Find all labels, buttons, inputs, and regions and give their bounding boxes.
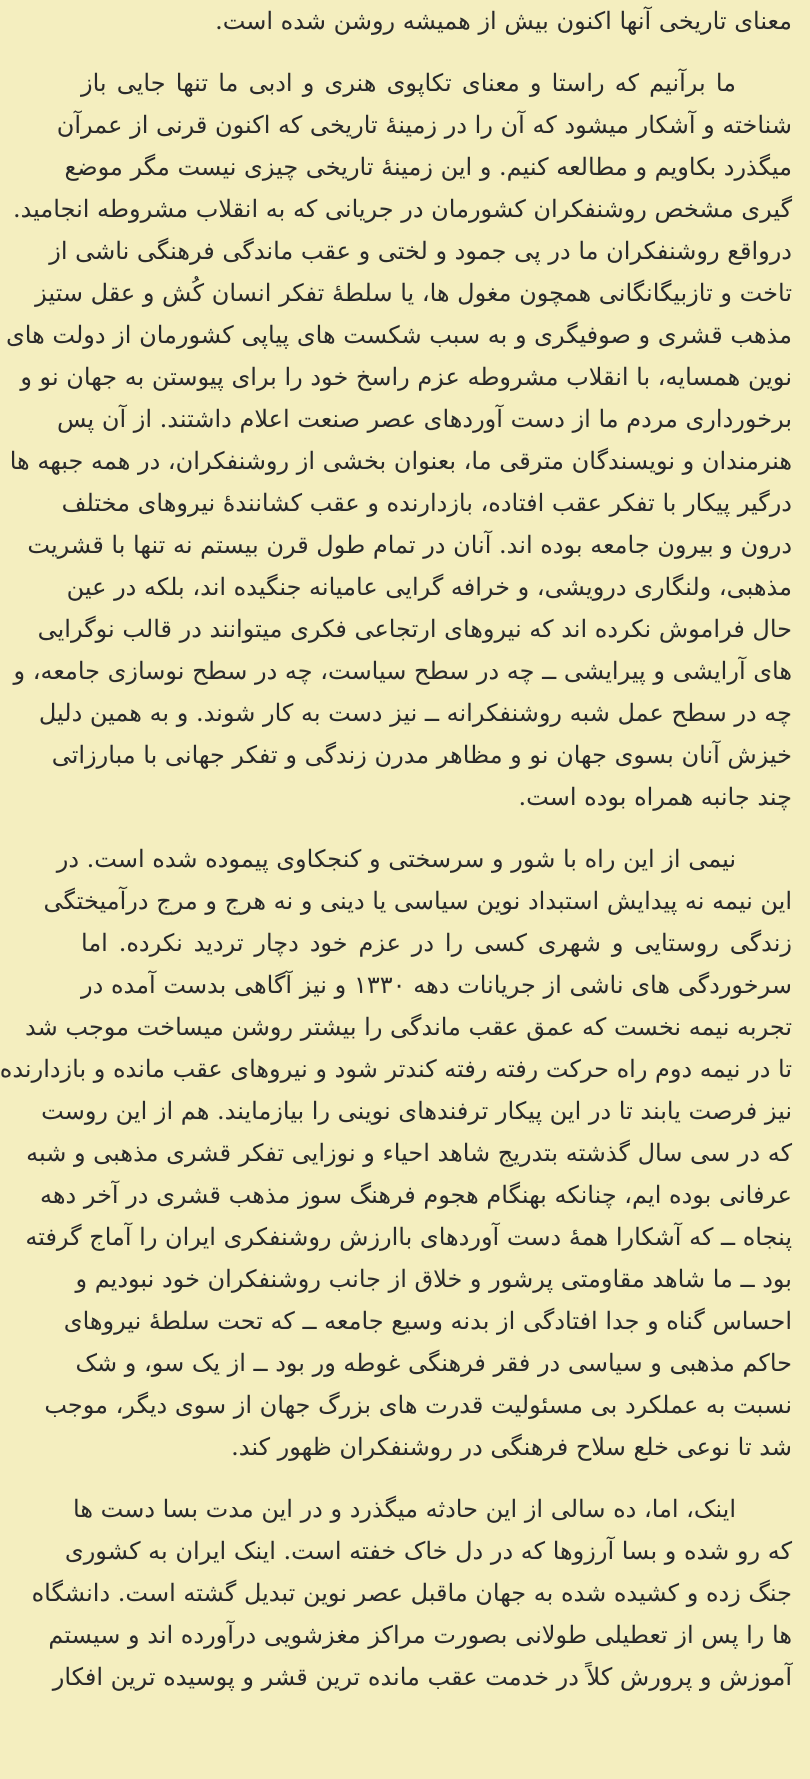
text-line: چه در سطح عمل شبه روشنفکرانه ــ نیز دست به کار شوند. و به همین دلیل — [38, 699, 792, 727]
text-line: پنجاه ــ که آشکارا همهٔ دست آوردهای باارزش روشنفکری ایران را آماج گرفته — [25, 1223, 792, 1251]
text-line: درواقع روشنفکران ما در پی جمود و لختی و عقب ماندگی فرهنگی ناشی از — [49, 237, 792, 265]
text-line: عرفانی بوده ایم، چنانکه بهنگام هجوم فرهنگ سوز مذهب قشری در آخر دهه — [39, 1181, 792, 1209]
text-line: مذهب قشری و صوفیگری و به سبب شکست های پیاپی کشورمان از دولت های — [6, 321, 792, 349]
text-line: معنای تاریخی آنها اکنون بیش از همیشه روشن شده است. — [215, 7, 792, 35]
text-line: ما برآنیم که راستا و معنای تکاپوی هنری و ادبی ما تنها جایی باز — [81, 69, 736, 97]
paragraph — [0, 838, 792, 1468]
text-line: که رو شده و بسا آرزوها که در دل خاک خفته است. اینک ایران به کشوری — [64, 1537, 792, 1565]
text-line: تاخت و تازبیگانگانی همچون مغول ها، یا سلطهٔ تفکر انسان کُش و عقل ستیز — [35, 279, 792, 307]
text-line: درون و بیرون جامعه بوده اند. آنان در تمام طول قرن بیستم نه تنها با قشریت — [27, 531, 792, 559]
paragraph — [6, 62, 792, 818]
text-line: نیز فرصت یابند تا در این پیکار ترفندهای نوینی را بیازمایند. هم از این روست — [41, 1097, 792, 1125]
text-line: برخورداری مردم ما از دست آوردهای عصر صنعت اعلام داشتند. از آن پس — [56, 405, 792, 433]
text-line: ها را پس از تعطیلی طولانی بصورت مراکز مغزشویی درآورده اند و سیستم — [48, 1621, 792, 1649]
text-line: مذهبی، ولنگاری درویشی، و خرافه گرایی عامیانه جنگیده اند، بلکه در عین — [66, 573, 792, 601]
paragraph-gap — [81, 818, 792, 838]
paragraph — [31, 1488, 792, 1698]
text-line: که در سی سال گذشته بتدریج شاهد احیاء و نوزایی تفکر قشری مذهبی و شبه — [26, 1139, 792, 1167]
text-line: گیری مشخص روشنفکران کشورمان در جریانی که به انقلاب مشروطه انجامید. — [12, 195, 792, 223]
text-line: تا در نیمه دوم راه حرکت رفته رفته کندتر شود و نیروهای عقب مانده و بازدارنده — [0, 1055, 792, 1083]
paragraph-gap — [81, 1468, 792, 1488]
text-line: بود ــ ما شاهد مقاومتی پرشور و خلاق از جانب روشنفکران خود نبودیم و — [75, 1265, 792, 1293]
text-line: حاکم مذهبی و سیاسی در فقر فرهنگی غوطه ور بود ــ از یک سو، و شک — [75, 1349, 792, 1377]
text-line: نیمی از این راه با شور و سرسختی و کنجکاوی پیموده شده است. در — [56, 845, 736, 873]
text-line: این نیمه نه پیدایش استبداد نوین سیاسی یا دینی و نه هرج و مرج درآمیختگی — [43, 887, 792, 915]
text-line: نسبت به عملکرد بی مسئولیت قدرت های بزرگ جهان از سوی دیگر، موجب — [44, 1391, 792, 1419]
text-line: جنگ زده و کشیده شده به جهان ماقبل عصر نوین تبدیل گشته است. دانشگاه — [31, 1579, 792, 1607]
text-line: نوین همسایه، با انقلاب مشروطه عزم راسخ خود را برای پیوستن به جهان نو و — [20, 363, 792, 391]
text-line: شناخته و آشکار میشود که آن را در زمینهٔ تاریخی که اکنون قرنی از عمرآن — [56, 111, 792, 139]
paragraph — [81, 0, 792, 42]
paragraph-gap — [81, 42, 792, 62]
text-line: میگذرد بکاویم و مطالعه کنیم. و این زمینهٔ تاریخی چیزی نیست مگر موضع — [64, 153, 792, 181]
text-line: اینک، اما، ده سالی از این حادثه میگذرد و در این مدت بسا دست ها — [73, 1495, 736, 1523]
text-line: سرخوردگی های ناشی از جریانات دهه ۱۳۳۰ و نیز آگاهی بدست آمده در — [81, 971, 792, 999]
text-line: خیزش آنان بسوی جهان نو و مظاهر مدرن زندگی و تفکر جهانی با مبارزاتی — [51, 741, 792, 769]
text-line: زندگی روستایی و شهری کسی را در عزم خود دچار تردید نکرده. اما — [81, 929, 792, 957]
text-line: حال فراموش نکرده اند که نیروهای ارتجاعی فکری میتوانند در قالب نوگرایی — [37, 615, 792, 643]
text-line: درگیر پیکار با تفکر عقب افتاده، بازدارنده و عقب کشانندهٔ نیروهای مختلف — [61, 489, 792, 517]
text-line: شد تا نوعی خلع سلاح فرهنگی در روشنفکران ظهور کند. — [231, 1433, 792, 1461]
text-line: آموزش و پرورش کلاً در خدمت عقب مانده ترین قشر و پوسیده ترین افکار — [52, 1663, 792, 1691]
text-line: احساس گناه و جدا افتادگی از بدنه وسیع جامعه ــ که تحت سلطهٔ نیروهای — [63, 1307, 792, 1335]
text-line: تجربه نیمه نخست که عمق عقب ماندگی را بیشتر روشن میساخت موجب شد — [25, 1013, 792, 1041]
text-line: هنرمندان و نویسندگان مترقی ما، بعنوان بخشی از روشنفکران، در همه جبهه ها — [9, 447, 792, 475]
text-line: چند جانبه همراه بوده است. — [518, 783, 792, 811]
text-line: های آرایشی و پیرایشی ــ چه در سطح سیاست، چه در سطح نوسازی جامعه، و — [13, 657, 792, 685]
